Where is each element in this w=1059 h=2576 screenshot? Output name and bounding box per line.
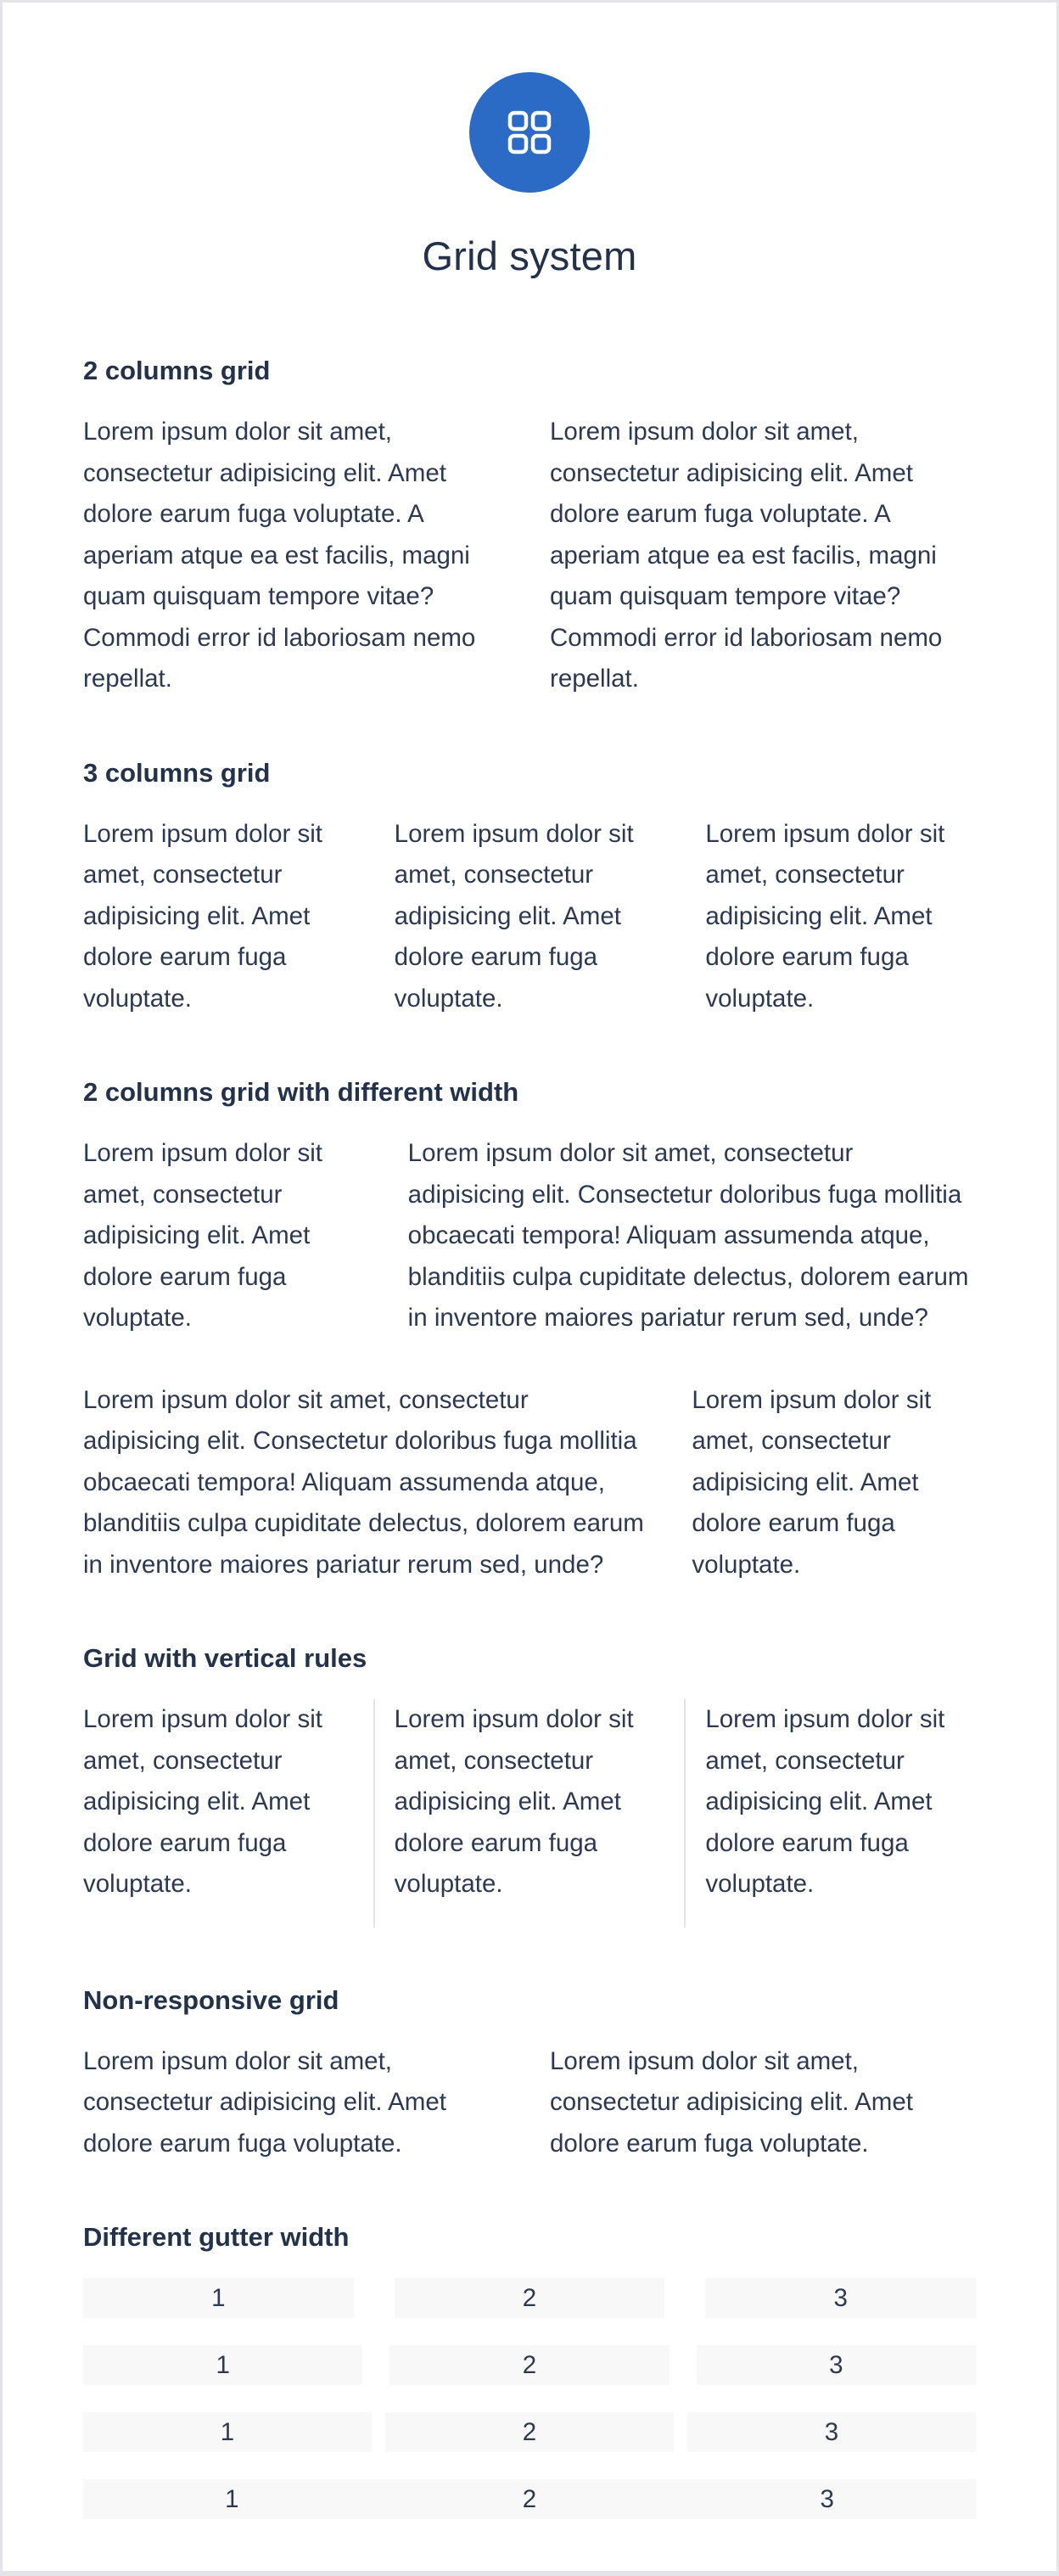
grid-column-narrow: Lorem ipsum dolor sit amet, consectetur adipisicing elit. Amet dolore earum fuga voluptate. — [83, 1139, 322, 1332]
grid-column-wide: Lorem ipsum dolor sit amet, consectetur adipisicing elit. Consectetur doloribus fuga mollitia obcaecati tempora! Aliquam assumenda atque, blanditiis culpa cupiditate delectus, dolorem earum in inventore maiores pariatur rerum sed, unde? — [407, 1139, 969, 1332]
gutter-cell: 1 — [83, 2345, 362, 2385]
gutter-cell: 1 — [83, 2278, 354, 2318]
three-column-grid — [83, 814, 976, 1020]
gutter-row-32 — [83, 2345, 976, 2385]
section-heading-two-columns: 2 columns grid — [83, 356, 271, 385]
wide-narrow-grid-row — [83, 1380, 976, 1586]
section-three-columns — [83, 756, 976, 1020]
section-heading-different-width: 2 columns grid with different width — [83, 1077, 519, 1107]
gutter-cell: 3 — [678, 2479, 976, 2519]
vertical-rule-divider — [373, 1699, 375, 1928]
page-header — [83, 72, 976, 283]
section-two-columns — [83, 354, 976, 700]
gutter-cell: 1 — [83, 2479, 381, 2519]
gutter-cell: 3 — [705, 2278, 976, 2318]
section-gutter-width — [83, 2220, 976, 2519]
non-responsive-grid — [83, 2041, 976, 2165]
gutter-cell: 2 — [389, 2345, 669, 2385]
grid-column: Lorem ipsum dolor sit amet, consectetur adipisicing elit. Amet dolore earum fuga voluptate. A aperiam atque ea est facilis, magni quam quisquam tempore vitae? Commodi error id laboriosam nemo repellat. — [83, 418, 476, 693]
grid-icon — [505, 108, 554, 157]
grid-column: Lorem ipsum dolor sit amet, consectetur adipisicing elit. Amet dolore earum fuga voluptate. — [705, 819, 945, 1013]
grid-column: Lorem ipsum dolor sit amet, consectetur adipisicing elit. Amet dolore earum fuga voluptate. — [83, 1705, 322, 1898]
grid-column: Lorem ipsum dolor sit amet, consectetur adipisicing elit. Amet dolore earum fuga voluptate. — [550, 2046, 913, 2158]
gutter-cell: 3 — [697, 2345, 976, 2385]
section-different-width — [83, 1075, 976, 1585]
grid-column: Lorem ipsum dolor sit amet, consectetur adipisicing elit. Amet dolore earum fuga voluptate. — [394, 1705, 634, 1898]
page-card — [3, 3, 1056, 2571]
grid-column-narrow: Lorem ipsum dolor sit amet, consectetur adipisicing elit. Amet dolore earum fuga voluptate. — [692, 1385, 932, 1579]
gutter-row-48 — [83, 2278, 976, 2318]
two-column-grid — [83, 412, 976, 700]
grid-column: Lorem ipsum dolor sit amet, consectetur adipisicing elit. Amet dolore earum fuga voluptate. A aperiam atque ea est facilis, magni quam quisquam tempore vitae? Commodi error id laboriosam nemo repellat. — [550, 418, 943, 693]
narrow-wide-grid-row — [83, 1133, 976, 1339]
grid-column: Lorem ipsum dolor sit amet, consectetur adipisicing elit. Amet dolore earum fuga voluptate. — [83, 819, 322, 1013]
grid-column: Lorem ipsum dolor sit amet, consectetur adipisicing elit. Amet dolore earum fuga voluptate. — [83, 2046, 446, 2158]
section-non-responsive — [83, 1984, 976, 2165]
page-title: Grid system — [422, 233, 637, 278]
vertical-rules-grid — [83, 1699, 976, 1928]
section-heading-non-responsive: Non-responsive grid — [83, 1984, 339, 2015]
section-heading-vertical-rules: Grid with vertical rules — [83, 1643, 367, 1673]
section-heading-gutter-width: Different gutter width — [83, 2222, 350, 2252]
vertical-rule-divider — [684, 1699, 686, 1928]
app-logo — [469, 72, 590, 193]
grid-column-wide: Lorem ipsum dolor sit amet, consectetur adipisicing elit. Consectetur doloribus fuga mollitia obcaecati tempora! Aliquam assumenda atque, blanditiis culpa cupiditate delectus, dolorem earum in inventore maiores pariatur rerum sed, unde? — [83, 1385, 644, 1579]
gutter-cell: 1 — [83, 2412, 372, 2452]
section-vertical-rules — [83, 1642, 976, 1928]
gutter-cell: 2 — [385, 2412, 674, 2452]
grid-column: Lorem ipsum dolor sit amet, consectetur adipisicing elit. Amet dolore earum fuga voluptate. — [394, 819, 634, 1013]
gutter-cell: 2 — [381, 2479, 679, 2519]
gutter-cell: 3 — [687, 2412, 976, 2452]
section-heading-three-columns: 3 columns grid — [83, 757, 271, 788]
gutter-cell: 2 — [395, 2278, 665, 2318]
grid-column: Lorem ipsum dolor sit amet, consectetur adipisicing elit. Amet dolore earum fuga voluptate. — [705, 1705, 945, 1898]
gutter-row-16 — [83, 2412, 976, 2452]
gutter-row-0 — [83, 2479, 976, 2519]
